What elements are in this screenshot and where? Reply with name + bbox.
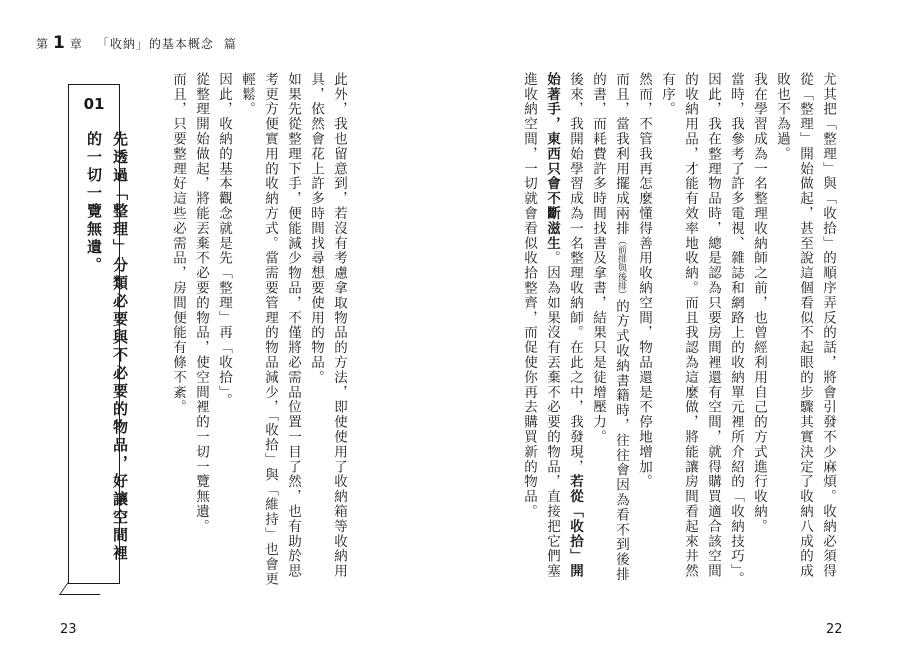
paragraph-text: 如果先從整理下手，便能減少物品，不僅將必需品位置一目了然，也有助於思考更方便實用的收納方式。當需要管理的物品減少，「收拾」與「維持」也會更輕鬆。 [239,72,301,587]
note-text: （前排與後排） [616,235,626,299]
paragraph-text: 。因為如果沒有丟棄不必要的物品，直接把它們塞進收納空間，一切就會看似收拾整齊，而促使你再去購買新的物品。 [521,72,560,579]
paragraph-text: 然而，不管我再怎麼懂得善用收納空間，物品還是不停地增加。 [636,72,652,490]
paragraph-text: 當時，我參考了許多電視、雜誌和網路上的收納單元裡所介紹的「收納技巧」。 [728,72,744,587]
tip-box [68,84,129,584]
right-page-body [521,72,839,592]
paragraph-text: 而且，只要整理好這些必需品，房間便能有條不紊。 [170,72,186,415]
paragraph-text: 我在學習成為一名整理收納師之前，也曾經利用自己的方式進行收納。 [751,72,767,534]
paragraph [632,72,655,592]
emphasis-text: 若從「收拾」開始著手，東西只會不斷滋生 [544,72,583,579]
chapter-suffix: 章 [69,37,83,51]
chapter-prefix: 第 [36,37,50,51]
chapter-section: 篇 [223,37,237,51]
paragraph-text: 因此，收納的基本觀念就是先「整理」再「收拾」。 [216,72,232,408]
tip-text: 先透過「整理」分類必要與不必要的物品，好讓空間裡的一切一覽無遺。 [85,131,129,563]
paragraph-text: 而且，當我利用擺成兩排 [613,72,629,236]
paragraph-text: 因此，我在整理物品時，總是認為只要房間裡還有空間，就得購買適合該空間的收納用品，才能有效率地收納。而且我認為這麼做，將能讓房間看起來井然有序。 [659,72,721,579]
paragraph-text: 從整理開始做起，將能丟棄不必要的物品，使空間裡的一切一覽無遺。 [193,72,209,534]
paragraph-text: 尤其把「整理」與「收拾」的順序弄反的話，將會引發不少麻煩。收納必須得從「整理」開始做起，甚至說這個看似不起眼的步驟其實決定了收納八成的成敗也不為過。 [774,72,836,579]
paragraph [189,72,212,592]
paragraph [586,72,632,592]
chapter-number: 1 [53,33,66,53]
tip-number: 01 [83,95,105,113]
paragraph [212,72,235,592]
paragraph [166,72,189,592]
paragraph [770,72,839,592]
paragraph [517,72,586,592]
paragraph-text: 後來，我開始學習成為一名整理收納師。在此之中，我發現， [567,72,583,475]
left-page-body [170,72,350,592]
paragraph-text: 此外，我也留意到，若沒有考慮拿取物品的方法，即使使用了收納箱等收納用具，依然會花上許多時間找尋想要使用的物品。 [308,72,347,579]
paragraph [724,72,747,592]
paragraph [304,72,350,592]
paragraph [655,72,724,592]
page-number-left: 23 [60,622,77,637]
page-number-right: 22 [826,622,843,637]
chapter-title: 「收納」的基本概念 [96,37,214,51]
paragraph [747,72,770,592]
running-header [36,33,237,53]
paragraph-text: 的方式收納書籍時，往往會因為看不到後排的書，而耗費許多時間找書及拿書，結果只是徒增壓力。 [590,72,629,583]
paragraph [235,72,304,592]
